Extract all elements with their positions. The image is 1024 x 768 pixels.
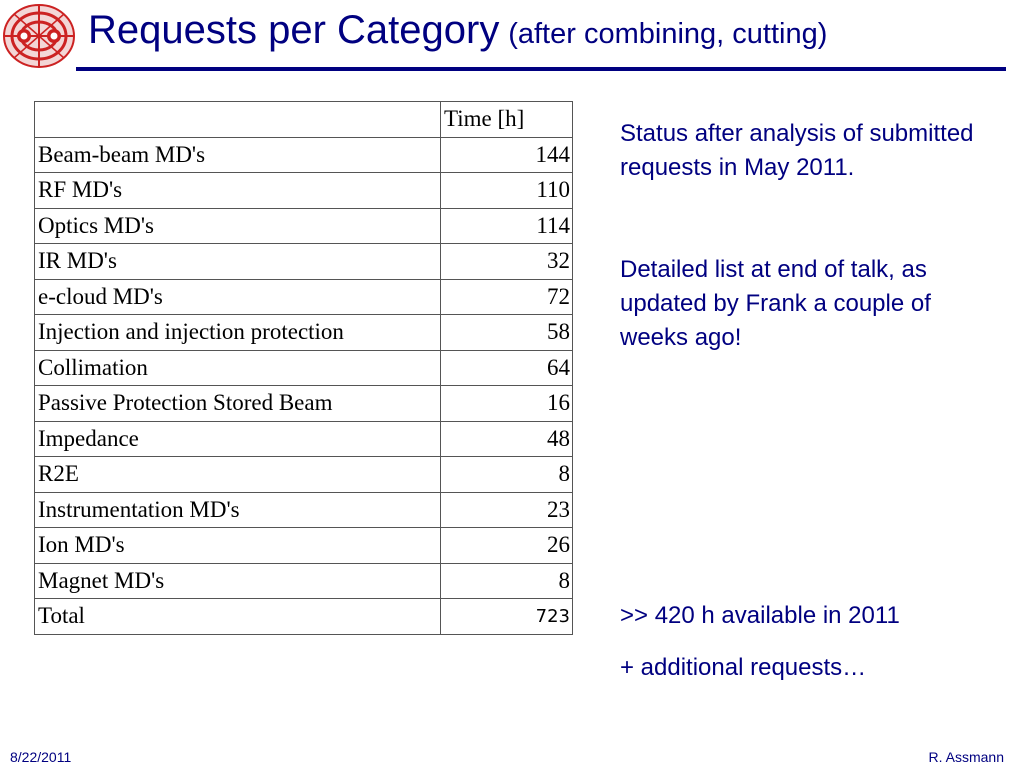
row-time: 114 xyxy=(441,208,573,244)
row-category: Passive Protection Stored Beam xyxy=(35,386,441,422)
row-time: 26 xyxy=(441,528,573,564)
header-time: Time [h] xyxy=(441,102,573,138)
table-row xyxy=(35,528,573,564)
additional-note: + additional requests… xyxy=(620,654,867,681)
table-row xyxy=(35,421,573,457)
row-category: Magnet MD's xyxy=(35,563,441,599)
table-row xyxy=(35,563,573,599)
table-row xyxy=(35,208,573,244)
row-category: Beam-beam MD's xyxy=(35,137,441,173)
table-row xyxy=(35,137,573,173)
row-time: 23 xyxy=(441,492,573,528)
row-time: 64 xyxy=(441,350,573,386)
detail-note: Detailed list at end of talk, as updated by Frank a couple of weeks ago! xyxy=(620,256,931,351)
title-sub: (after combining, cutting) xyxy=(508,18,828,50)
footer-date: 8/22/2011 xyxy=(10,749,72,765)
row-category: IR MD's xyxy=(35,244,441,280)
title-main: Requests per Category xyxy=(88,8,500,52)
row-category: RF MD's xyxy=(35,173,441,209)
row-time: 48 xyxy=(441,421,573,457)
total-value: 723 xyxy=(441,599,573,635)
row-category: Collimation xyxy=(35,350,441,386)
total-label: Total xyxy=(35,599,441,635)
availability-note: >> 420 h available in 2011 xyxy=(620,602,900,629)
requests-table xyxy=(34,101,573,635)
title-divider xyxy=(76,67,1006,71)
table-row xyxy=(35,350,573,386)
table-row xyxy=(35,457,573,493)
row-category: Injection and injection protection xyxy=(35,315,441,351)
row-time: 32 xyxy=(441,244,573,280)
row-category: Instrumentation MD's xyxy=(35,492,441,528)
row-category: Impedance xyxy=(35,421,441,457)
page-title xyxy=(88,8,827,53)
table-header-row xyxy=(35,102,573,138)
row-category: Ion MD's xyxy=(35,528,441,564)
row-time: 8 xyxy=(441,563,573,599)
row-time: 58 xyxy=(441,315,573,351)
row-category: e-cloud MD's xyxy=(35,279,441,315)
table-row xyxy=(35,492,573,528)
row-time: 8 xyxy=(441,457,573,493)
table-row xyxy=(35,386,573,422)
row-time: 144 xyxy=(441,137,573,173)
accelerator-logo-icon xyxy=(2,3,76,69)
row-category: R2E xyxy=(35,457,441,493)
table-row xyxy=(35,173,573,209)
table-row xyxy=(35,244,573,280)
footer-author: R. Assmann xyxy=(928,749,1004,765)
row-time: 72 xyxy=(441,279,573,315)
header-category xyxy=(35,102,441,138)
table-total-row xyxy=(35,599,573,635)
table-row xyxy=(35,279,573,315)
table-row xyxy=(35,315,573,351)
row-time: 16 xyxy=(441,386,573,422)
row-time: 110 xyxy=(441,173,573,209)
status-note: Status after analysis of submitted requests in May 2011. xyxy=(620,120,974,181)
row-category: Optics MD's xyxy=(35,208,441,244)
